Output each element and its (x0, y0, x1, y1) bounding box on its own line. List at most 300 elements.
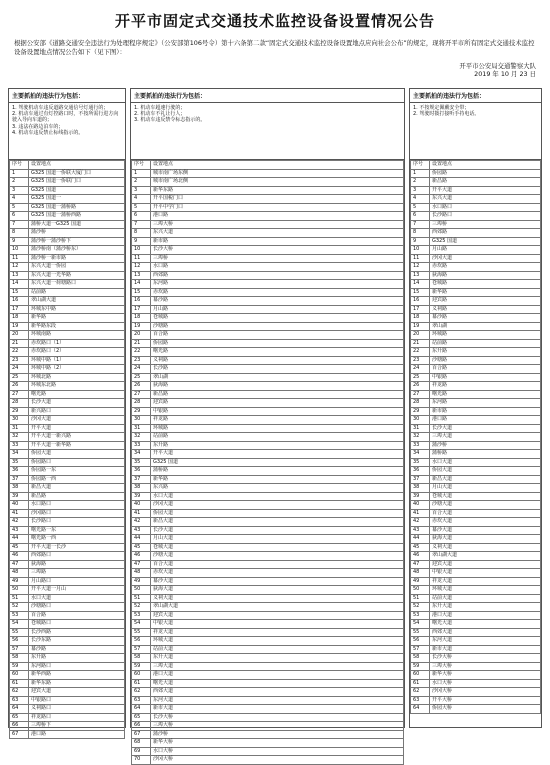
row-number: 8 (10, 229, 29, 238)
row-number: 39 (132, 492, 151, 501)
row-location: 长沙西路 (29, 628, 125, 637)
row-number: 30 (10, 416, 29, 425)
row-location: 义祠大道 (430, 543, 541, 552)
row-number: 55 (132, 628, 151, 637)
table-row (10, 322, 125, 331)
row-number: 46 (132, 552, 151, 561)
table-row (132, 696, 404, 705)
row-number: 26 (10, 382, 29, 391)
table-row (411, 424, 541, 433)
table-row (411, 611, 541, 620)
table-row (411, 186, 541, 195)
row-location: 开平大道一月山 (29, 586, 125, 595)
row-number: 58 (10, 654, 29, 663)
row-number: 13 (411, 271, 430, 280)
row-location: 环城大道 (430, 586, 541, 595)
table-row (132, 501, 404, 510)
row-number: 59 (411, 662, 430, 671)
table-row (411, 390, 541, 399)
row-number: 17 (132, 305, 151, 314)
description-line: 1. 不按规定佩戴安全带； (413, 105, 470, 111)
table-row (411, 637, 541, 646)
row-number: 11 (411, 254, 430, 263)
row-number: 5 (411, 203, 430, 212)
row-location: 城市南广场北侧 (151, 178, 404, 187)
row-number: 19 (132, 322, 151, 331)
table-row (411, 203, 541, 212)
row-location: 新昌大道 (430, 475, 541, 484)
row-number: 46 (10, 552, 29, 561)
row-location: 三埠桥 (430, 220, 541, 229)
table-row (10, 203, 125, 212)
row-location: 新昌路 (29, 492, 125, 501)
panel-left (8, 88, 126, 737)
row-number: 63 (10, 696, 29, 705)
row-location: 蒲沙桥 (151, 730, 404, 739)
row-location: 东兴大道 (430, 195, 541, 204)
table-row (411, 475, 541, 484)
table-row (132, 552, 404, 561)
row-number: 64 (10, 705, 29, 714)
table-row (10, 492, 125, 501)
row-location: 新华大桥 (151, 739, 404, 748)
table-row (132, 305, 404, 314)
row-location: 曙光大道 (430, 620, 541, 629)
row-number: 67 (132, 730, 151, 739)
row-location: 沙塘大道 (151, 552, 404, 561)
row-number: 14 (132, 280, 151, 289)
col-header-no: 序号 (132, 161, 151, 170)
row-location: 百合路 (151, 331, 404, 340)
row-location: 新市大道 (430, 645, 541, 654)
panel-mid (130, 88, 405, 763)
row-location: 翠山湖大道 (29, 297, 125, 306)
table-row (10, 705, 125, 714)
row-number: 64 (411, 705, 430, 714)
table-column (131, 160, 404, 763)
row-number: 24 (411, 365, 430, 374)
row-number: 42 (10, 518, 29, 527)
row-number: 60 (132, 671, 151, 680)
row-number: 31 (132, 424, 151, 433)
table-row (411, 594, 541, 603)
table-row (10, 186, 125, 195)
row-number: 53 (10, 611, 29, 620)
row-location: 中银大道 (151, 620, 404, 629)
row-number: 34 (132, 450, 151, 459)
row-location: 开平大道 (430, 186, 541, 195)
row-number: 3 (10, 186, 29, 195)
table-row (411, 305, 541, 314)
table-row (411, 705, 541, 714)
table-row (132, 288, 404, 297)
table-row (411, 433, 541, 442)
table-row (411, 288, 541, 297)
row-location: 月山大道 (151, 535, 404, 544)
table-row (132, 212, 404, 221)
table-row (411, 195, 541, 204)
table-row (411, 220, 541, 229)
row-number: 53 (411, 611, 430, 620)
row-location: 港口路 (430, 416, 541, 425)
row-number: 30 (132, 416, 151, 425)
row-location: 义祠路 (151, 356, 404, 365)
row-number: 35 (10, 458, 29, 467)
signature-org: 开平市公安局交通警察大队 (459, 62, 536, 70)
description-line: 3. 违法在路边泊车的； (12, 123, 64, 130)
table-row (411, 297, 541, 306)
table-row (10, 220, 125, 229)
row-location: 长沙大桥 (151, 713, 404, 722)
table-row (132, 560, 404, 569)
row-number: 28 (132, 399, 151, 408)
row-location: 水口大道 (151, 492, 404, 501)
row-location: 东河路 (430, 399, 541, 408)
row-location: 新昌大道 (151, 518, 404, 527)
row-location: 港口大道 (151, 671, 404, 680)
table-row (132, 509, 404, 518)
table-row (411, 450, 541, 459)
description-line: 2. 驾驶时拨打接听手持电话。 (413, 111, 480, 118)
row-number: 40 (132, 501, 151, 510)
row-number: 39 (10, 492, 29, 501)
row-location: 翠山湖 (151, 373, 404, 382)
row-location: 长沙东路 (29, 637, 125, 646)
row-number: 35 (411, 458, 430, 467)
table-row (132, 484, 404, 493)
row-number: 54 (411, 620, 430, 629)
row-location: 东河大道 (151, 696, 404, 705)
row-number: 65 (10, 713, 29, 722)
row-location: 三埠大桥 (151, 722, 404, 731)
row-number: 48 (10, 569, 29, 578)
row-location: 侨园大道 (29, 450, 125, 459)
table-row (132, 654, 404, 663)
row-number: 37 (411, 475, 430, 484)
row-number: 22 (10, 348, 29, 357)
row-location: 赤坎路 (151, 288, 404, 297)
row-number: 57 (132, 645, 151, 654)
table-row (10, 535, 125, 544)
row-location: 沙塘路口 (29, 603, 125, 612)
row-location: G325 国道 (29, 186, 125, 195)
row-number: 62 (411, 688, 430, 697)
table-row (132, 322, 404, 331)
table-row (132, 220, 404, 229)
row-location: 荻海大道 (151, 586, 404, 595)
table-row (411, 560, 541, 569)
row-location: 三埠大桥 (151, 220, 404, 229)
row-number: 70 (132, 756, 151, 765)
row-number: 12 (132, 263, 151, 272)
table-row (132, 407, 404, 416)
table-row (10, 654, 125, 663)
table-row (411, 271, 541, 280)
table-row (10, 450, 125, 459)
table-row (411, 365, 541, 374)
row-number: 61 (132, 679, 151, 688)
table-row (132, 628, 404, 637)
row-location: 西郊大道 (430, 628, 541, 637)
row-number: 17 (10, 305, 29, 314)
table-row (411, 467, 541, 476)
row-number: 45 (10, 543, 29, 552)
table-row (132, 645, 404, 654)
panel-header: 主要抓拍的违法行为包括： (131, 89, 404, 103)
row-number: 61 (10, 679, 29, 688)
row-number: 57 (10, 645, 29, 654)
table-row (10, 288, 125, 297)
table-row (411, 688, 541, 697)
row-number: 37 (10, 475, 29, 484)
table-row (132, 254, 404, 263)
table-row (411, 645, 541, 654)
row-number: 12 (411, 263, 430, 272)
row-location: 水口大道 (29, 594, 125, 603)
table-row (132, 365, 404, 374)
row-number: 23 (10, 356, 29, 365)
table-row (10, 263, 125, 272)
row-number: 52 (10, 603, 29, 612)
row-number: 45 (411, 543, 430, 552)
row-location: 侨园路一西 (29, 475, 125, 484)
row-number: 33 (10, 441, 29, 450)
row-location: 百合大道 (151, 560, 404, 569)
table-grid (9, 160, 125, 746)
table-row (10, 229, 125, 238)
row-number: 41 (411, 509, 430, 518)
row-number: 10 (132, 246, 151, 255)
row-number: 5 (132, 203, 151, 212)
row-location: 港口路 (151, 212, 404, 221)
row-number: 53 (132, 611, 151, 620)
row-location: 蒲沙桥 (430, 441, 541, 450)
row-number: 40 (411, 501, 430, 510)
row-number: 6 (10, 212, 29, 221)
row-location: 祥龙路 (151, 416, 404, 425)
row-number: 36 (10, 467, 29, 476)
table-row (10, 560, 125, 569)
table-row (132, 424, 404, 433)
row-number: 46 (411, 552, 430, 561)
table-row (132, 314, 404, 323)
signature-date: 2019 年 10 月 23 日 (474, 70, 536, 78)
table-row (411, 603, 541, 612)
row-location: 赤坎路 (430, 263, 541, 272)
row-location: 水口大桥 (151, 747, 404, 756)
row-location: 新市大道 (151, 705, 404, 714)
row-number: 29 (132, 407, 151, 416)
table-row (132, 594, 404, 603)
row-location: 义祠路口 (29, 705, 125, 714)
row-number: 27 (10, 390, 29, 399)
row-location: 中银路口 (29, 696, 125, 705)
row-number: 58 (132, 654, 151, 663)
row-location: 幕沙路 (29, 645, 125, 654)
table-row (132, 416, 404, 425)
row-number: 36 (411, 467, 430, 476)
row-number: 64 (132, 705, 151, 714)
table-row (10, 280, 125, 289)
row-location: 祥龙路口 (29, 713, 125, 722)
row-location: 东兴大道一荷塘路口 (29, 280, 125, 289)
row-number: 52 (411, 603, 430, 612)
row-location: 新华大桥 (430, 671, 541, 680)
row-location: 苍城路 (151, 314, 404, 323)
row-number: 22 (411, 348, 430, 357)
row-location: 幕沙路 (151, 297, 404, 306)
table-row (411, 263, 541, 272)
page-title: 开平市固定式交通技术监控设备设置情况公告 (114, 12, 435, 30)
row-location: 翠山湖 (430, 322, 541, 331)
intro-paragraph: 根据公安部《道路交通安全违法行为处理程序规定》（公安部第106号令）第十六条第二款“固定式交通技术监控设备设置地点应向社会公布”的规定，现将开平市所有固定式交通技术监控设备设置地点情况公告如下（见下图）： (14, 39, 535, 56)
table-row (411, 543, 541, 552)
row-number: 20 (10, 331, 29, 340)
row-location: 百合大道 (430, 509, 541, 518)
row-number: 6 (132, 212, 151, 221)
row-location: 开平大道一长沙 (29, 543, 125, 552)
row-number: 43 (10, 526, 29, 535)
table-row (10, 339, 125, 348)
row-location: 百合路 (29, 611, 125, 620)
row-number: 17 (411, 305, 430, 314)
row-location: 侨园路一东 (29, 467, 125, 476)
row-location: 三埠大道 (430, 433, 541, 442)
table-row (10, 688, 125, 697)
row-location: 荻海大道 (430, 535, 541, 544)
row-number: 9 (10, 237, 29, 246)
row-location: 侨园大道 (430, 467, 541, 476)
row-number: 7 (10, 220, 29, 229)
row-location: 环城路 (430, 331, 541, 340)
row-location: 三埠桥下 (29, 722, 125, 731)
row-location: 西郊大道 (151, 688, 404, 697)
table-row (132, 246, 404, 255)
row-location: G325 国道一侨联门口 (29, 178, 125, 187)
table-column (410, 160, 541, 746)
row-location: 水口路口 (430, 203, 541, 212)
panel-right (409, 88, 542, 728)
table-row (10, 458, 125, 467)
row-number: 38 (132, 484, 151, 493)
panel-header: 主要抓拍的违法行为包括： (9, 89, 125, 103)
table-row (132, 382, 404, 391)
row-location: 沙冈大桥 (430, 688, 541, 697)
location-table (131, 160, 404, 765)
row-location: 蒲沙桥南（蒲沙桥东） (29, 246, 125, 255)
row-location: 东升路 (430, 348, 541, 357)
row-location: 水口大桥 (430, 679, 541, 688)
table-row (132, 186, 404, 195)
table-row (411, 416, 541, 425)
row-location: 东兴大道一光华路 (29, 271, 125, 280)
table-row (132, 679, 404, 688)
description-line: 1. 机动车超速行驶的； (134, 105, 186, 111)
table-row (411, 492, 541, 501)
row-number: 9 (411, 237, 430, 246)
description-line: 1. 驾驶机动车违反道路交通信号灯通行的； (12, 105, 109, 111)
row-location: 站前路 (29, 288, 125, 297)
row-number: 30 (411, 416, 430, 425)
row-number: 61 (411, 679, 430, 688)
table-row (411, 628, 541, 637)
row-number: 42 (132, 518, 151, 527)
row-location: 东河路 (151, 280, 404, 289)
table-row (10, 416, 125, 425)
row-number: 56 (10, 637, 29, 646)
row-location: 曙光路一西 (29, 535, 125, 544)
row-location: 迎宾大道 (430, 560, 541, 569)
table-column (9, 160, 125, 746)
table-row (10, 424, 125, 433)
panel-description (131, 103, 404, 160)
row-location: 曙光路 (151, 348, 404, 357)
row-location: 蒲沙桥一新市路 (29, 254, 125, 263)
location-table (410, 160, 541, 714)
description-line: 3. 机动车违反禁令标志指示的。 (134, 117, 206, 124)
col-header-location: 设置地点 (151, 161, 404, 170)
row-location: 赤坎路口（2） (29, 348, 125, 357)
table-row (132, 492, 404, 501)
table-row (10, 169, 125, 178)
table-row (132, 705, 404, 714)
row-location: 城市南广场东侧 (151, 169, 404, 178)
row-location: 曙光路一东 (29, 526, 125, 535)
table-row (411, 322, 541, 331)
table-row (132, 237, 404, 246)
table-row (411, 382, 541, 391)
row-number: 44 (411, 535, 430, 544)
table-row (411, 339, 541, 348)
table-row (10, 331, 125, 340)
row-number: 48 (411, 569, 430, 578)
table-row (10, 603, 125, 612)
table-row (411, 552, 541, 561)
row-location: 月山大道 (430, 484, 541, 493)
row-location: 三埠大道 (151, 662, 404, 671)
table-row (411, 229, 541, 238)
row-number: 47 (411, 560, 430, 569)
row-location: 东兴路 (151, 484, 404, 493)
table-row (10, 696, 125, 705)
table-row (10, 586, 125, 595)
table-row (132, 178, 404, 187)
row-location: 三埠大桥 (430, 662, 541, 671)
row-number: 55 (411, 628, 430, 637)
row-number: 50 (411, 586, 430, 595)
row-number: 65 (132, 713, 151, 722)
table-row (10, 628, 125, 637)
panel-description (410, 103, 541, 160)
table-row (132, 348, 404, 357)
row-location: G325 国道一 (29, 195, 125, 204)
row-number: 59 (132, 662, 151, 671)
table-row (132, 747, 404, 756)
row-number: 16 (132, 297, 151, 306)
row-number: 11 (132, 254, 151, 263)
table-row (132, 331, 404, 340)
table-row (10, 526, 125, 535)
row-location: 赤坎路口（1） (29, 339, 125, 348)
table-row (411, 569, 541, 578)
table-row (10, 373, 125, 382)
row-location: 荻海路 (29, 560, 125, 569)
row-location: 沙冈大道 (151, 501, 404, 510)
row-location: 新华路东段 (29, 322, 125, 331)
row-location: 环城北路 (29, 373, 125, 382)
table-row (10, 433, 125, 442)
signature (459, 62, 536, 78)
